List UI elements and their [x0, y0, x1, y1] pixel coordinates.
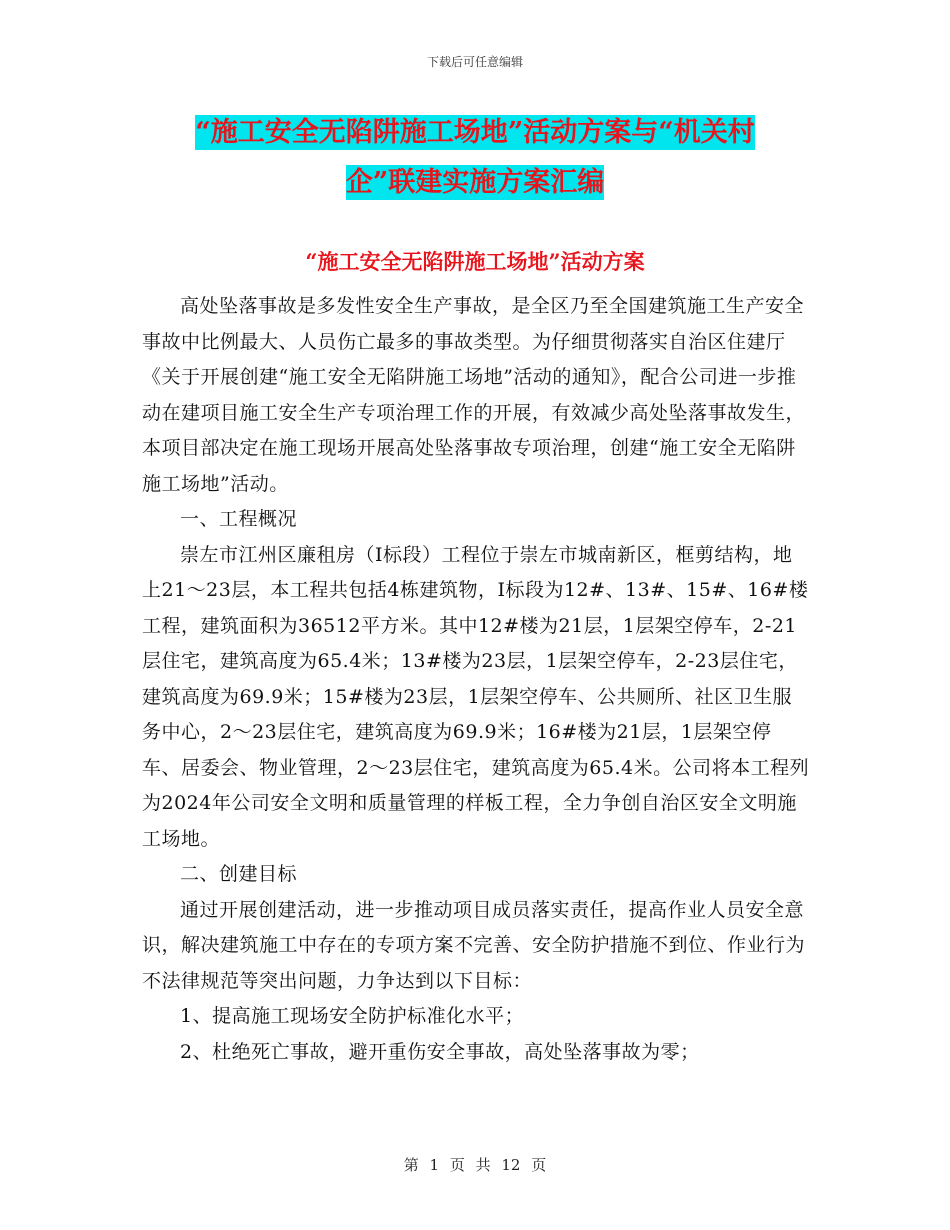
heading-project-overview: 一、工程概况 [180, 508, 298, 530]
page-footer: 第 1 页 共 12 页 [403, 1156, 547, 1174]
section-title: “施工安全无陷阱施工场地”活动方案 [305, 249, 645, 274]
paragraph-goals: 通过开展创建活动，进一步推动项目成员落实责任，提高作业人员安全意识，解决建筑施工中存在的专项方案不完善、安全防护措施不到位、作业行为不法律规范等突出问题，力争达到以下目标： [142, 898, 806, 992]
document-body [142, 289, 810, 1070]
heading-goals: 二、创建目标 [180, 863, 298, 885]
document-title [0, 108, 950, 208]
paragraph-project-overview: 崇左市江州区廉租房（I标段）工程位于崇左市城南新区，框剪结构，地上21～23层，本工程共包括4栋建筑物，Ⅰ标段为12#、13#、15#、16#楼工程，建筑面积为36512平方米。其中12#楼为21层，1层架空停车，2-21层住宅，建筑高度为65.4米；13#楼为23层，1层架空停车，2-23层住宅，建筑高度为69.9米；15#楼为23层，1层架空停车、公共厕所、社区卫生服务中心，2～23层住宅，建筑高度为69.9米；16#楼为21层，1层架空停车、居委会、物业管理，2～23层住宅，建筑高度为65.4米。公司将本工程列为2024年公司安全文明和质量管理的样板工程，全力争创自治区安全文明施工场地。 [142, 543, 810, 850]
title-line-2: 企”联建实施方案汇编 [345, 167, 605, 198]
goal-item-2: 2、杜绝死亡事故，避开重伤安全事故，高处坠落事故为零； [180, 1040, 700, 1063]
title-line-1: “施工安全无陷阱施工场地”活动方案与“机关村 [195, 117, 755, 148]
header-note: 下载后可任意编辑 [426, 55, 523, 69]
paragraph-intro: 高处坠落事故是多发性安全生产事故，是全区乃至全国建筑施工生产安全事故中比例最大、人员伤亡最多的事故类型。为仔细贯彻落实自治区住建厅《关于开展创建“施工安全无陷阱施工场地”活动的通知》，配合公司进一步推动在建项目施工安全生产专项治理工作的开展，有效减少高处坠落事故发生，本项目部决定在施工现场开展高处坠落事故专项治理，创建“施工安全无陷阱施工场地”活动。 [142, 295, 806, 495]
goal-item-1: 1、提高施工现场安全防护标准化水平； [180, 1005, 525, 1027]
